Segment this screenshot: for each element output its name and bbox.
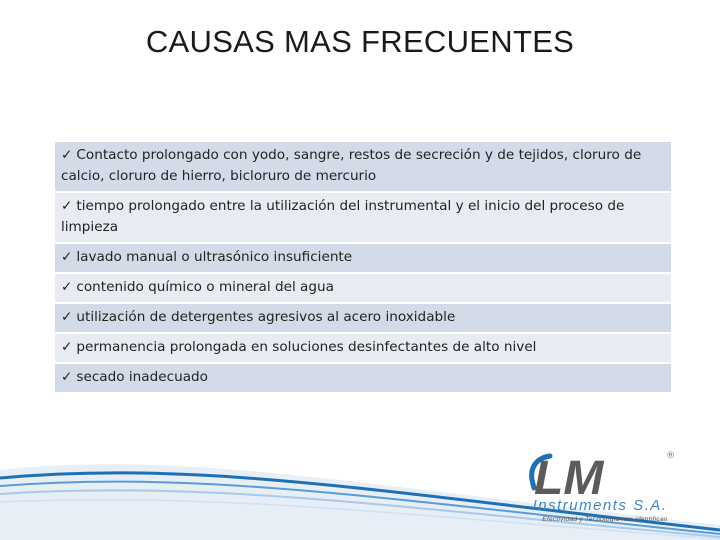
logo-letters: LM xyxy=(534,452,604,499)
registered-mark: ® xyxy=(666,451,675,461)
checkmark-icon: ✓ xyxy=(61,339,73,355)
company-logo xyxy=(520,444,690,524)
company-name: Instruments S.A. xyxy=(532,497,668,514)
checkmark-icon: ✓ xyxy=(61,369,73,385)
checkmark-icon: ✓ xyxy=(61,249,73,265)
cause-item-4 xyxy=(55,274,671,302)
checkmark-icon: ✓ xyxy=(61,309,73,325)
company-tagline: Efectividad y Tecnología nos identifican xyxy=(542,516,668,523)
checkmark-icon: ✓ xyxy=(61,198,73,214)
cause-text: secado inadecuado xyxy=(76,369,208,385)
cause-text: permanencia prolongada en soluciones desinfectantes de alto nivel xyxy=(76,339,537,355)
lm-logo-mark xyxy=(520,444,680,499)
cause-item-3 xyxy=(55,244,671,272)
cause-text: tiempo prolongado entre la utilización del instrumental y el inicio del proceso de limpieza xyxy=(61,198,625,235)
cause-text: utilización de detergentes agresivos al acero inoxidable xyxy=(76,309,456,325)
cause-item-6 xyxy=(55,334,671,362)
cause-text: lavado manual o ultrasónico insuficiente xyxy=(76,249,353,265)
cause-item-5 xyxy=(55,304,671,332)
checkmark-icon: ✓ xyxy=(61,147,73,163)
causes-list xyxy=(55,142,671,394)
slide-title: CAUSAS MAS FRECUENTES xyxy=(145,24,575,59)
cause-text: contenido químico o mineral del agua xyxy=(76,279,334,295)
cause-item-1 xyxy=(55,142,671,191)
cause-text: Contacto prolongado con yodo, sangre, restos de secreción y de tejidos, cloruro de calcio, cloruro de hierro, bicloruro de mercurio xyxy=(61,147,642,184)
cause-item-2 xyxy=(55,193,671,242)
cause-item-7 xyxy=(55,364,671,392)
checkmark-icon: ✓ xyxy=(61,279,73,295)
